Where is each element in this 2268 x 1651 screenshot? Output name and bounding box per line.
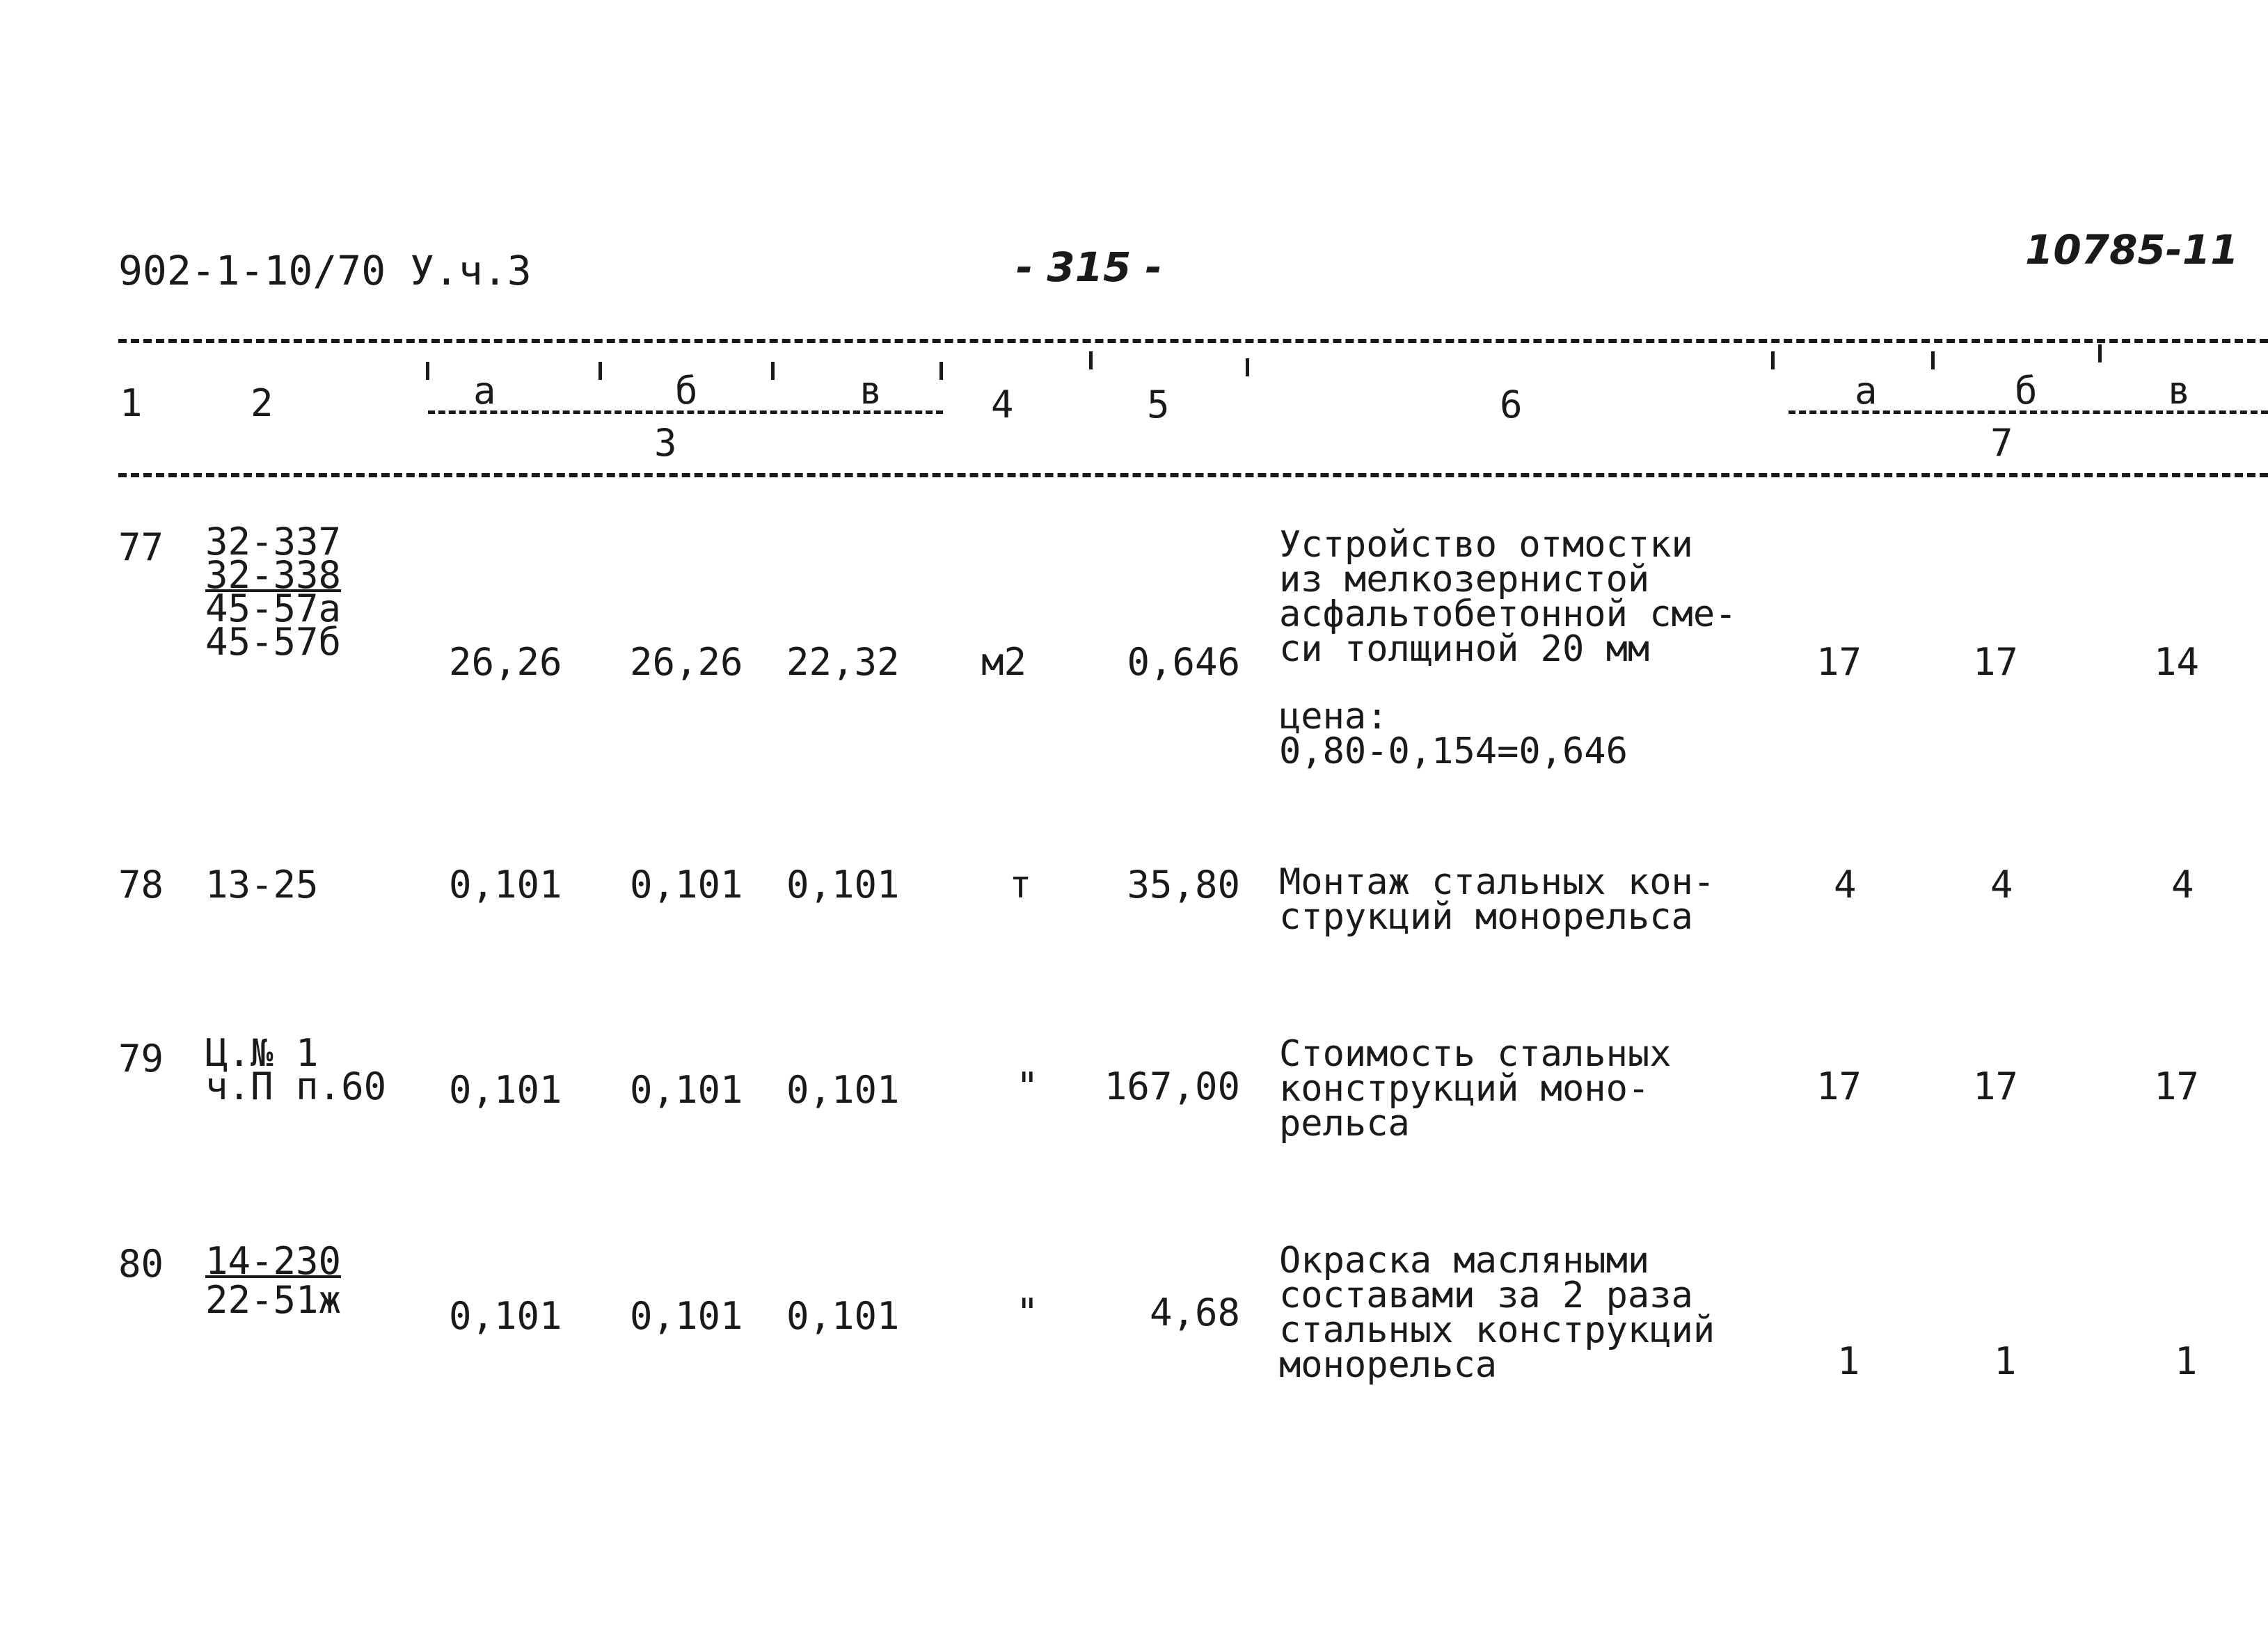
cost-a: 17 — [1816, 640, 1862, 684]
column-header-7b: б — [2015, 369, 2038, 413]
work-description: Стоимость стальных конструкций моно- рельса — [1279, 1033, 1672, 1144]
unit: " — [1016, 1291, 1039, 1334]
cost-v: 1 — [2175, 1339, 2198, 1383]
column-header-7v: в — [2168, 369, 2191, 413]
row-number: 78 — [118, 863, 164, 907]
column-separator — [1931, 351, 1935, 369]
column-separator — [426, 362, 429, 380]
work-description: Монтаж стальных кон- струкций монорельса — [1279, 861, 1715, 938]
norm-code: 13-25 — [205, 863, 319, 907]
column-separator — [939, 362, 943, 380]
unit-price: 167,00 — [1104, 1064, 1240, 1108]
cost-b: 17 — [1973, 640, 2019, 684]
column-separator — [771, 362, 775, 380]
cost-v: 17 — [2154, 1064, 2200, 1108]
unit-price: 4,68 — [1149, 1291, 1240, 1334]
column-separator — [598, 362, 602, 380]
qty-v: 0,101 — [786, 863, 900, 907]
unit: м2 — [981, 640, 1027, 684]
table-top-rule — [118, 339, 2268, 343]
column-header-6: 6 — [1500, 383, 1523, 426]
table-header-rule — [118, 473, 2268, 477]
qty-a: 0,101 — [449, 863, 562, 907]
page-number: - 315 - — [1016, 244, 1162, 291]
qty-v: 0,101 — [786, 1294, 900, 1338]
qty-a: 26,26 — [449, 640, 562, 684]
qty-b: 26,26 — [630, 640, 743, 684]
column-header-5: 5 — [1147, 383, 1170, 426]
work-description: Устройство отмостки из мелкозернистой асфальтобетонной сме- си толщиной 20 мм — [1279, 524, 1737, 670]
norm-codes — [205, 1239, 342, 1322]
qty-v: 22,32 — [786, 640, 900, 684]
row-number: 77 — [118, 525, 164, 569]
qty-a: 0,101 — [449, 1068, 562, 1112]
cost-a: 17 — [1816, 1064, 1862, 1108]
qty-v: 0,101 — [786, 1068, 900, 1112]
column-separator — [2098, 344, 2102, 362]
norm-code: 14-230 — [205, 1239, 342, 1283]
cost-a: 4 — [1834, 863, 1857, 907]
column-header-7a: а — [1855, 369, 1878, 413]
unit: " — [1016, 1064, 1039, 1108]
cost-a: 1 — [1837, 1339, 1860, 1383]
column-header-1: 1 — [120, 381, 143, 425]
norm-code: 45-57а — [205, 587, 342, 630]
row-number: 80 — [118, 1242, 164, 1286]
qty-b: 0,101 — [630, 863, 743, 907]
norm-code: 22-51ж — [205, 1278, 342, 1322]
cost-b: 4 — [1990, 863, 2013, 907]
norm-code: 32-337 — [205, 520, 342, 564]
column-header-3: 3 — [654, 421, 677, 465]
column-separator — [1771, 351, 1775, 369]
norm-codes — [205, 520, 342, 664]
column-header-3b: б — [675, 369, 698, 413]
column-header-3v: в — [859, 369, 882, 413]
price-note: цена: 0,80-0,154=0,646 — [1279, 696, 1628, 772]
column-header-4: 4 — [991, 383, 1014, 426]
cost-v: 14 — [2154, 640, 2200, 684]
column-header-7: 7 — [1990, 421, 2013, 465]
unit: т — [1009, 863, 1032, 907]
cost-b: 17 — [1973, 1064, 2019, 1108]
row-number: 79 — [118, 1037, 164, 1080]
unit-price: 35,80 — [1127, 863, 1240, 907]
column-separator — [1089, 351, 1093, 369]
norm-code: 32-338 — [205, 553, 342, 597]
cost-b: 1 — [1994, 1339, 2017, 1383]
document-code: 902-1-10/70 У.ч.3 — [118, 247, 532, 294]
column-separator — [1246, 358, 1249, 376]
column-header-3a: а — [473, 369, 496, 413]
cost-v: 4 — [2171, 863, 2194, 907]
archive-number: 10785-11 — [2025, 226, 2239, 273]
column-header-2: 2 — [251, 381, 273, 425]
norm-code: ч.П п.60 — [205, 1064, 387, 1108]
qty-b: 0,101 — [630, 1294, 743, 1338]
norm-code: Ц.№ 1 — [205, 1031, 319, 1075]
norm-code: 45-57б — [205, 620, 342, 664]
work-description: Окраска масляными составами за 2 раза стальных конструкций монорельса — [1279, 1240, 1715, 1386]
norm-codes — [205, 1031, 387, 1108]
unit-price: 0,646 — [1127, 640, 1240, 684]
qty-a: 0,101 — [449, 1294, 562, 1338]
qty-b: 0,101 — [630, 1068, 743, 1112]
